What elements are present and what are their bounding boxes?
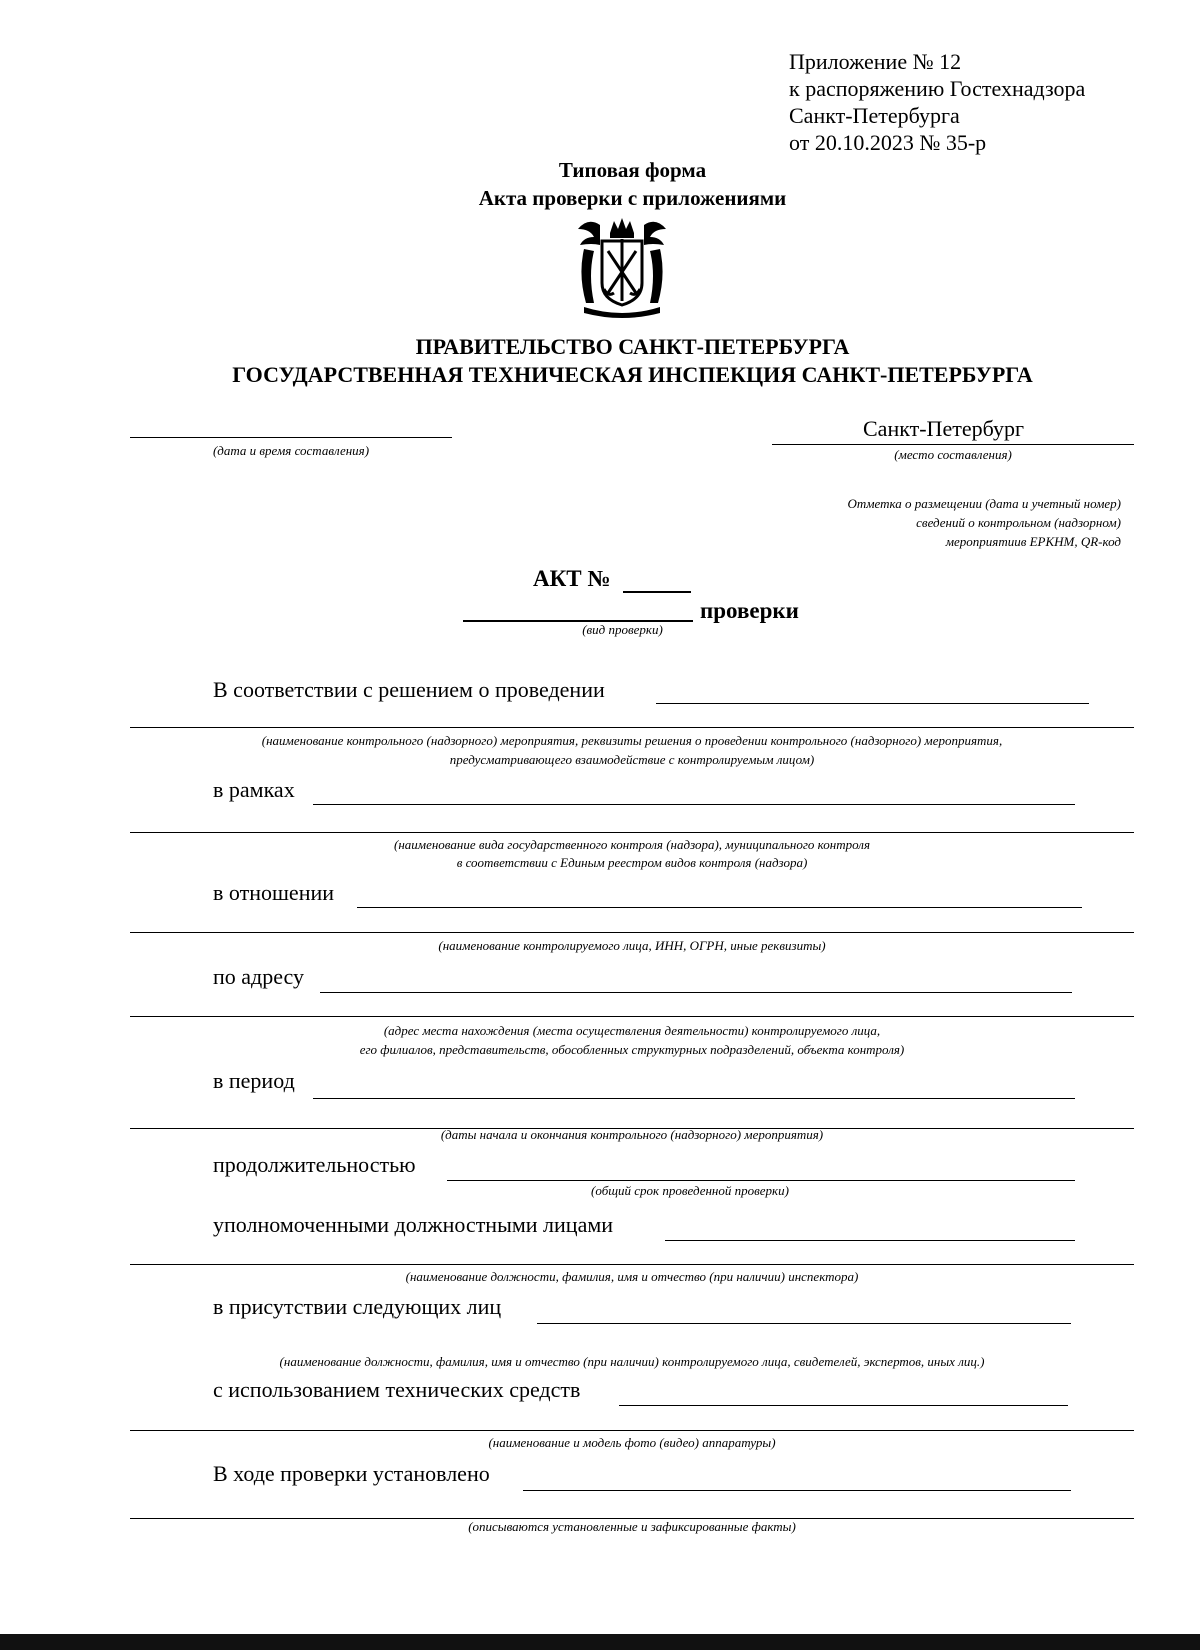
form-title-line-2: Акта проверки с приложениями — [478, 186, 787, 210]
presence-label: в присутствии следующих лиц — [213, 1294, 502, 1319]
subject-label: в отношении — [213, 880, 335, 905]
scan-border — [0, 1634, 1200, 1650]
equipment-line-2 — [130, 1430, 1134, 1431]
findings-line-1 — [523, 1490, 1071, 1491]
appendix-line-2: к распоряжению Гостехнадзора — [789, 76, 1086, 101]
registration-note-line-1: Отметка о размещении (дата и учетный номер) — [847, 496, 1121, 511]
subject-line-2 — [130, 932, 1134, 933]
appendix-block — [789, 48, 1085, 156]
decision-label: В соответствии с решением о проведении — [213, 677, 605, 702]
date-caption: (дата и время составления) — [212, 443, 370, 458]
framework-label: в рамках — [213, 777, 295, 802]
address-caption-1: (адрес места нахождения (места осуществления деятельности) контролируемого лица, — [383, 1023, 881, 1038]
officials-caption: (наименование должности, фамилия, имя и отчество (при наличии) инспектора) — [405, 1269, 859, 1284]
duration-caption: (общий срок проведенной проверки) — [591, 1183, 789, 1198]
address-label: по адресу — [213, 964, 305, 989]
decision-caption-2: предусматривающего взаимодействие с контролируемым лицом) — [449, 752, 815, 767]
duration-label: продолжительностью — [213, 1152, 416, 1177]
period-line-1 — [313, 1098, 1075, 1099]
appendix-line-1: Приложение № 12 — [789, 49, 962, 74]
appendix-line-4: от 20.10.2023 № 35-р — [789, 130, 987, 155]
check-kind-caption: (вид проверки) — [582, 622, 663, 637]
period-label: в период — [213, 1068, 295, 1093]
decision-line-1 — [656, 703, 1089, 704]
officials-label: уполномоченными должностными лицами — [213, 1212, 614, 1237]
decision-line-2 — [130, 727, 1134, 728]
address-line-2 — [130, 1016, 1134, 1017]
framework-line-2 — [130, 832, 1134, 833]
framework-caption-1: (наименование вида государственного контроля (надзора), муниципального контроля — [394, 837, 870, 852]
coat-of-arms-icon — [570, 215, 675, 320]
place-value: Санкт-Петербург — [863, 416, 1024, 441]
organization-line-2: ГОСУДАРСТВЕННАЯ ТЕХНИЧЕСКАЯ ИНСПЕКЦИЯ САНКТ-ПЕТЕРБУРГА — [232, 362, 1033, 387]
equipment-line-1 — [619, 1405, 1068, 1406]
findings-caption: (описываются установленные и зафиксированные факты) — [468, 1519, 796, 1534]
subject-line-1 — [357, 907, 1082, 908]
registration-note-line-3: мероприятиив ЕРКНМ, QR-код — [945, 534, 1121, 549]
duration-line — [447, 1180, 1075, 1181]
place-line — [772, 444, 1134, 445]
act-number-line — [623, 591, 691, 593]
act-title: АКТ № — [533, 566, 611, 591]
registration-note-line-2: сведений о контрольном (надзорном) — [916, 515, 1121, 530]
framework-caption-2: в соответствии с Единым реестром видов контроля (надзора) — [456, 855, 808, 870]
address-line-1 — [320, 992, 1072, 993]
framework-line-1 — [313, 804, 1075, 805]
equipment-label: с использованием технических средств — [213, 1377, 581, 1402]
officials-line-1 — [665, 1240, 1075, 1241]
findings-label: В ходе проверки установлено — [213, 1461, 490, 1486]
subject-caption: (наименование контролируемого лица, ИНН, ОГРН, иные реквизиты) — [438, 938, 826, 953]
presence-caption: (наименование должности, фамилия, имя и отчество (при наличии) контролируемого лица, свидетелей, экспертов, иных лиц.) — [279, 1354, 985, 1369]
officials-line-2 — [130, 1264, 1134, 1265]
period-caption: (даты начала и окончания контрольного (надзорного) мероприятия) — [440, 1127, 824, 1142]
equipment-caption: (наименование и модель фото (видео) аппаратуры) — [488, 1435, 776, 1450]
registration-note — [847, 494, 1121, 551]
place-caption: (место составления) — [894, 447, 1012, 462]
organization-line-1: ПРАВИТЕЛЬСТВО САНКТ-ПЕТЕРБУРГА — [415, 334, 850, 359]
form-title-line-1: Типовая форма — [558, 158, 707, 182]
appendix-line-3: Санкт-Петербурга — [789, 103, 960, 128]
check-word: проверки — [700, 598, 799, 623]
date-line — [130, 437, 452, 438]
decision-caption-1: (наименование контрольного (надзорного) мероприятия, реквизиты решения о проведении контрольного (надзорного) мероприятия, — [261, 733, 1003, 748]
address-caption-2: его филиалов, представительств, обособленных структурных подразделений, объекта контроля) — [359, 1042, 905, 1057]
presence-line — [537, 1323, 1071, 1324]
